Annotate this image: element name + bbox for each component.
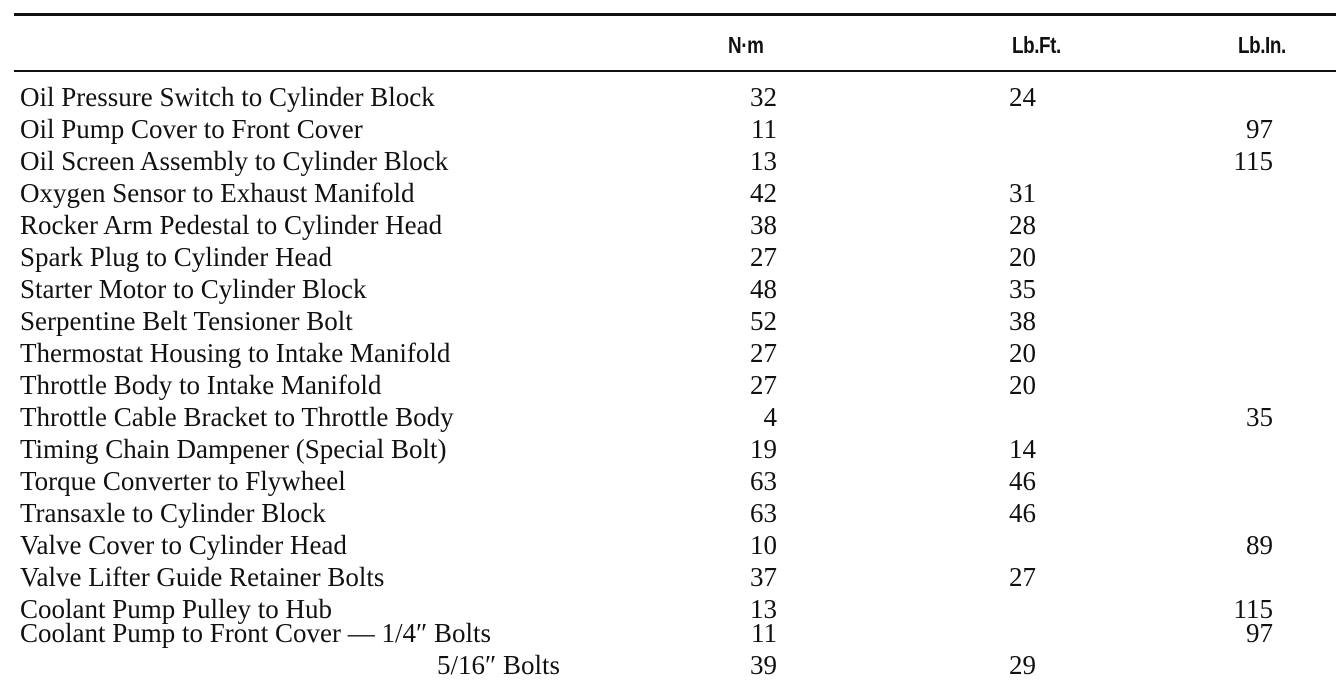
row-nm-value: 42 xyxy=(750,178,777,208)
row-description: Oil Pump Cover to Front Cover xyxy=(20,114,363,144)
row-description: 5/16″ Bolts xyxy=(437,650,561,680)
header-lbft: Lb.Ft. xyxy=(1012,32,1061,58)
row-description: Thermostat Housing to Intake Manifold xyxy=(20,338,451,368)
row-nm-value: 19 xyxy=(750,434,777,464)
row-description: Oxygen Sensor to Exhaust Manifold xyxy=(20,178,415,208)
row-nm-value: 13 xyxy=(750,594,777,624)
table-row xyxy=(0,145,1344,177)
row-description: Torque Converter to Flywheel xyxy=(20,466,346,496)
row-description: Valve Cover to Cylinder Head xyxy=(20,530,347,560)
row-nm-value: 52 xyxy=(750,306,777,336)
row-nm-value: 63 xyxy=(750,498,777,528)
table-row xyxy=(0,81,1344,113)
row-lbft-value: 27 xyxy=(1009,562,1036,592)
row-description: Throttle Body to Intake Manifold xyxy=(20,370,382,400)
header-lbin: Lb.In. xyxy=(1238,32,1286,58)
header-nm: N·m xyxy=(728,32,764,58)
row-nm-value: 39 xyxy=(750,650,777,680)
row-nm-value: 32 xyxy=(750,82,777,112)
row-lbft-value: 35 xyxy=(1009,274,1036,304)
table-row xyxy=(0,369,1344,401)
top-rule xyxy=(14,13,1336,16)
row-description: Rocker Arm Pedestal to Cylinder Head xyxy=(20,210,443,240)
row-lbft-value: 14 xyxy=(1009,434,1036,464)
row-lbin-value: 89 xyxy=(1246,530,1273,560)
row-nm-value: 10 xyxy=(750,530,777,560)
row-nm-value: 38 xyxy=(750,210,777,240)
table-row xyxy=(0,177,1344,209)
row-nm-value: 4 xyxy=(763,402,777,432)
row-nm-value: 11 xyxy=(751,618,777,648)
row-description: Throttle Cable Bracket to Throttle Body xyxy=(20,402,454,432)
row-nm-value: 27 xyxy=(750,370,777,400)
row-lbin-value: 115 xyxy=(1233,146,1273,176)
row-lbin-value: 97 xyxy=(1246,114,1273,144)
table-row xyxy=(0,209,1344,241)
row-description: Timing Chain Dampener (Special Bolt) xyxy=(20,434,447,464)
header-rule xyxy=(14,70,1336,72)
row-description: Starter Motor to Cylinder Block xyxy=(20,274,367,304)
table-row xyxy=(0,649,1344,681)
table-row xyxy=(0,465,1344,497)
row-lbft-value: 38 xyxy=(1009,306,1036,336)
row-lbin-value: 115 xyxy=(1233,594,1273,624)
table-row xyxy=(0,305,1344,337)
row-description: Serpentine Belt Tensioner Bolt xyxy=(20,306,353,336)
row-nm-value: 48 xyxy=(750,274,777,304)
table-row xyxy=(0,497,1344,529)
row-description: Transaxle to Cylinder Block xyxy=(20,498,326,528)
row-nm-value: 27 xyxy=(750,242,777,272)
row-lbft-value: 46 xyxy=(1009,466,1036,496)
row-nm-value: 63 xyxy=(750,466,777,496)
row-lbft-value: 20 xyxy=(1009,242,1036,272)
table-row xyxy=(0,241,1344,273)
table-row xyxy=(0,337,1344,369)
row-lbft-value: 31 xyxy=(1009,178,1036,208)
table-row xyxy=(0,273,1344,305)
row-lbft-value: 20 xyxy=(1009,370,1036,400)
table-row xyxy=(0,401,1344,433)
row-lbft-value: 29 xyxy=(1009,650,1036,680)
row-description: Coolant Pump to Front Cover — 1/4″ Bolts xyxy=(20,618,492,648)
row-nm-value: 37 xyxy=(750,562,777,592)
row-nm-value: 27 xyxy=(750,338,777,368)
row-description: Oil Pressure Switch to Cylinder Block xyxy=(20,82,435,112)
table-row xyxy=(0,113,1344,145)
row-lbft-value: 46 xyxy=(1009,498,1036,528)
row-description: Coolant Pump Pulley to Hub xyxy=(20,594,333,624)
row-nm-value: 13 xyxy=(750,146,777,176)
row-lbft-value: 20 xyxy=(1009,338,1036,368)
table-row xyxy=(0,529,1344,561)
table-row xyxy=(0,433,1344,465)
row-lbft-value: 28 xyxy=(1009,210,1036,240)
row-description: Valve Lifter Guide Retainer Bolts xyxy=(20,562,385,592)
table-row xyxy=(0,617,1344,649)
row-lbin-value: 97 xyxy=(1246,618,1273,648)
row-lbin-value: 35 xyxy=(1246,402,1273,432)
table-row xyxy=(0,561,1344,593)
row-description: Oil Screen Assembly to Cylinder Block xyxy=(20,146,449,176)
row-nm-value: 11 xyxy=(751,114,777,144)
row-lbft-value: 24 xyxy=(1009,82,1036,112)
row-description: Spark Plug to Cylinder Head xyxy=(20,242,332,272)
